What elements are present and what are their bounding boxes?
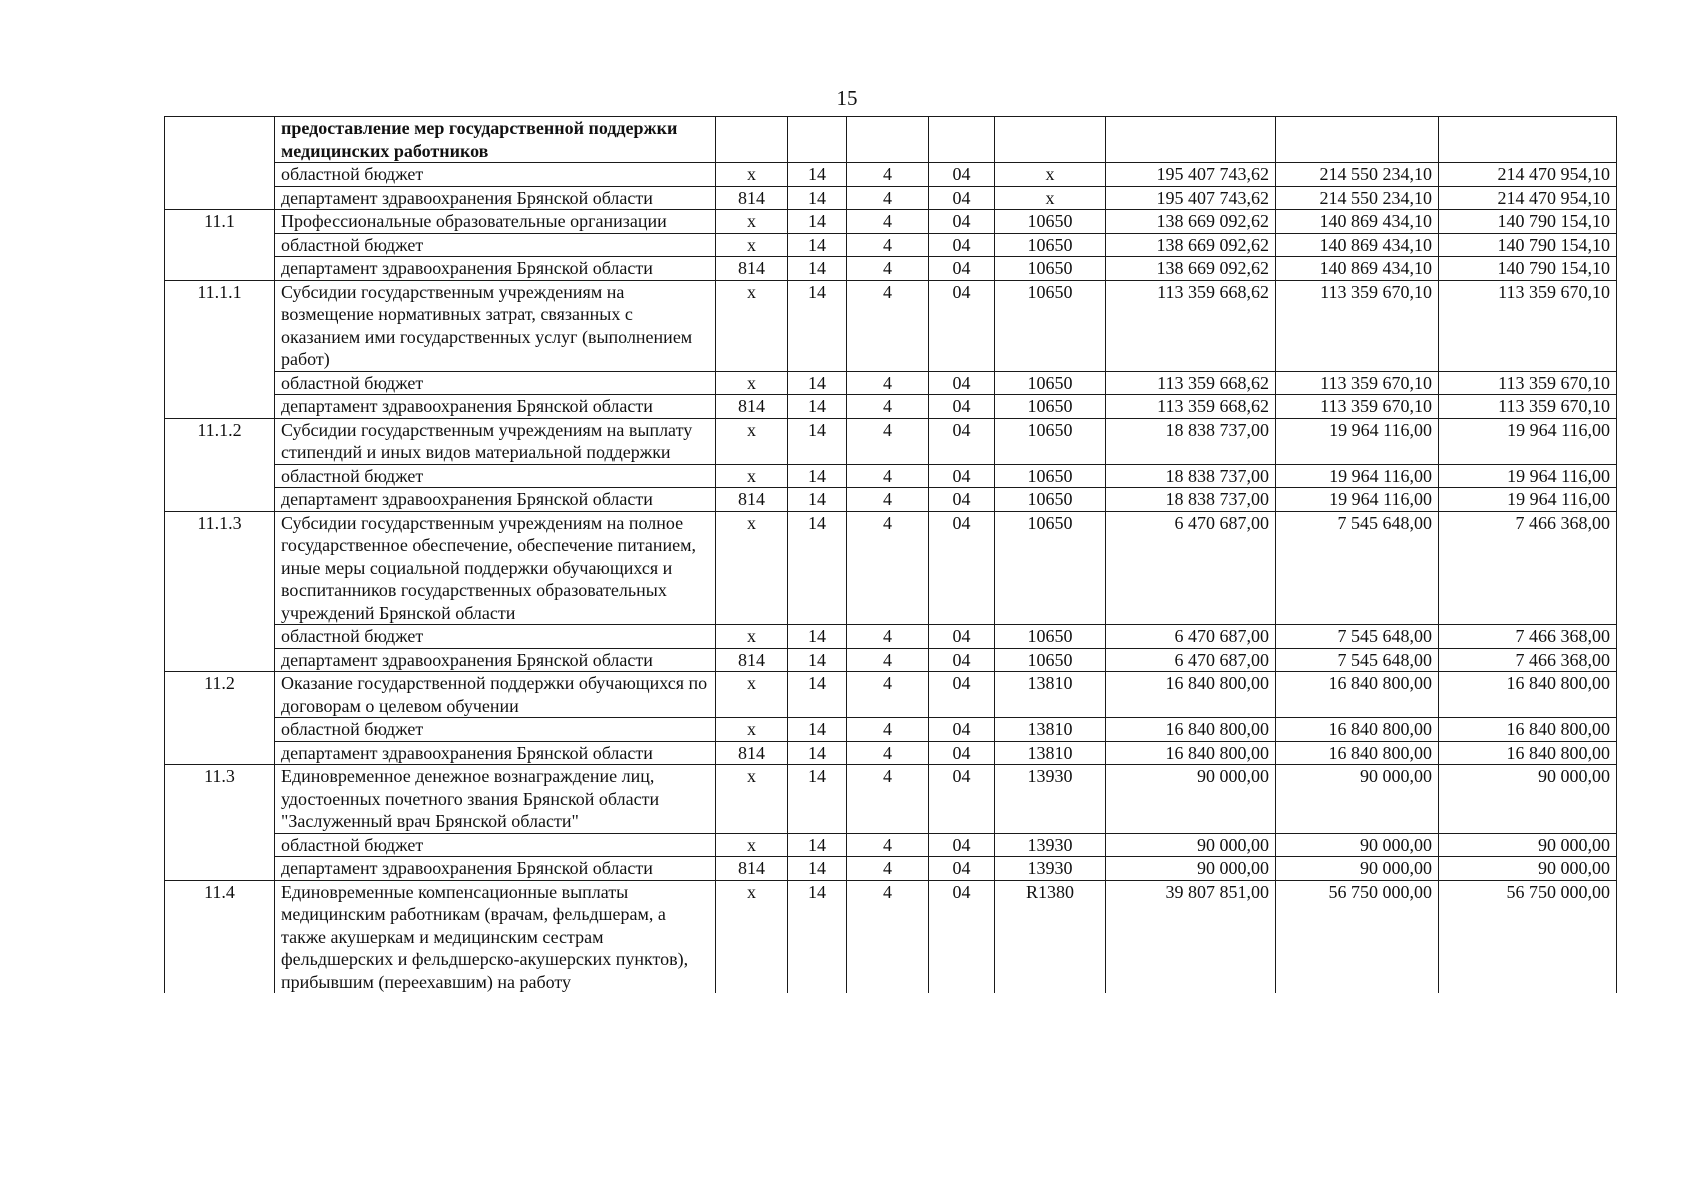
- row-name-cell: департамент здравоохранения Брянской области: [275, 488, 716, 512]
- program-code-cell: 14: [788, 718, 847, 742]
- subprogram-code-cell: 4: [847, 233, 929, 257]
- amount-year3-cell: 140 790 154,10: [1439, 233, 1617, 257]
- program-code-cell: 14: [788, 257, 847, 281]
- amount-year2-cell: 90 000,00: [1276, 857, 1439, 881]
- row-name-cell: департамент здравоохранения Брянской области: [275, 186, 716, 210]
- event-code-cell: 04: [929, 672, 995, 718]
- direction-code-cell: R1380: [995, 880, 1106, 993]
- subprogram-code-cell: 4: [847, 186, 929, 210]
- row-name-cell: Субсидии государственным учреждениям на возмещение нормативных затрат, связанных с оказанием ими государственных услуг (выполнением работ): [275, 280, 716, 371]
- budget-table: [164, 116, 1617, 993]
- grbs-code-cell: х: [716, 765, 788, 834]
- event-code-cell: 04: [929, 233, 995, 257]
- row-name-cell: областной бюджет: [275, 833, 716, 857]
- amount-year2-cell: 19 964 116,00: [1276, 464, 1439, 488]
- table-row: [165, 186, 1617, 210]
- row-name-cell: департамент здравоохранения Брянской области: [275, 741, 716, 765]
- row-number-cell: 11.4: [165, 880, 275, 993]
- subprogram-code-cell: 4: [847, 163, 929, 187]
- amount-year1-cell: 138 669 092,62: [1106, 233, 1276, 257]
- direction-code-cell: х: [995, 186, 1106, 210]
- amount-year3-cell: 140 790 154,10: [1439, 210, 1617, 234]
- amount-year3-cell: 214 470 954,10: [1439, 186, 1617, 210]
- table-row: [165, 257, 1617, 281]
- event-code-cell: 04: [929, 395, 995, 419]
- table-row: [165, 880, 1617, 993]
- table-row: [165, 741, 1617, 765]
- row-name-cell: областной бюджет: [275, 163, 716, 187]
- amount-year3-cell: 16 840 800,00: [1439, 718, 1617, 742]
- direction-code-cell: 10650: [995, 418, 1106, 464]
- grbs-code-cell: х: [716, 672, 788, 718]
- amount-year3-cell: 7 466 368,00: [1439, 648, 1617, 672]
- amount-year2-cell: 7 545 648,00: [1276, 625, 1439, 649]
- grbs-code-cell: 814: [716, 741, 788, 765]
- row-name-cell: департамент здравоохранения Брянской области: [275, 857, 716, 881]
- amount-year1-cell: 138 669 092,62: [1106, 257, 1276, 281]
- event-code-cell: 04: [929, 625, 995, 649]
- table-row: [165, 648, 1617, 672]
- table-row: [165, 280, 1617, 371]
- program-code-cell: 14: [788, 672, 847, 718]
- amount-year2-cell: 16 840 800,00: [1276, 741, 1439, 765]
- amount-year1-cell: 18 838 737,00: [1106, 488, 1276, 512]
- amount-year2-cell: 214 550 234,10: [1276, 163, 1439, 187]
- table-row: [165, 210, 1617, 234]
- row-number-cell: 11.1: [165, 210, 275, 281]
- amount-year2-cell: 19 964 116,00: [1276, 488, 1439, 512]
- grbs-code-cell: х: [716, 718, 788, 742]
- row-number-cell: 11.2: [165, 672, 275, 765]
- row-number-cell: 11.1.2: [165, 418, 275, 511]
- table-row: [165, 233, 1617, 257]
- amount-year2-cell: 16 840 800,00: [1276, 718, 1439, 742]
- amount-year3-cell: 113 359 670,10: [1439, 280, 1617, 371]
- amount-year1-cell: 18 838 737,00: [1106, 464, 1276, 488]
- direction-code-cell: 13810: [995, 672, 1106, 718]
- direction-code-cell: 13930: [995, 765, 1106, 834]
- amount-year1-cell: 6 470 687,00: [1106, 648, 1276, 672]
- grbs-code-cell: х: [716, 210, 788, 234]
- amount-year2-cell: 214 550 234,10: [1276, 186, 1439, 210]
- amount-year2-cell: 140 869 434,10: [1276, 257, 1439, 281]
- grbs-code-cell: 814: [716, 257, 788, 281]
- program-code-cell: 14: [788, 163, 847, 187]
- amount-year1-cell: 6 470 687,00: [1106, 625, 1276, 649]
- amount-year3-cell: 90 000,00: [1439, 857, 1617, 881]
- subprogram-code-cell: 4: [847, 488, 929, 512]
- amount-year3-cell: 19 964 116,00: [1439, 464, 1617, 488]
- grbs-code-cell: х: [716, 511, 788, 625]
- subprogram-code-cell: 4: [847, 210, 929, 234]
- grbs-code-cell: х: [716, 163, 788, 187]
- amount-year2-cell: 56 750 000,00: [1276, 880, 1439, 993]
- subprogram-code-cell: 4: [847, 511, 929, 625]
- event-code-cell: 04: [929, 833, 995, 857]
- event-code-cell: 04: [929, 765, 995, 834]
- direction-code-cell: 10650: [995, 625, 1106, 649]
- row-name-cell: Единовременные компенсационные выплаты медицинским работникам (врачам, фельдшерам, а также акушеркам и медицинским сестрам фельдшерских и фельдшерско-акушерских пунктов), прибывшим (переехавшим) на работу: [275, 880, 716, 993]
- grbs-code-cell: х: [716, 280, 788, 371]
- direction-code-cell: 10650: [995, 233, 1106, 257]
- program-code-cell: 14: [788, 857, 847, 881]
- amount-year2-cell: 90 000,00: [1276, 765, 1439, 834]
- amount-year1-cell: 113 359 668,62: [1106, 371, 1276, 395]
- event-code-cell: 04: [929, 371, 995, 395]
- subprogram-code-cell: 4: [847, 625, 929, 649]
- grbs-code-cell: х: [716, 464, 788, 488]
- amount-year3-cell: 7 466 368,00: [1439, 511, 1617, 625]
- amount-year1-cell: 6 470 687,00: [1106, 511, 1276, 625]
- subprogram-code-cell: 4: [847, 741, 929, 765]
- direction-code-cell: [995, 117, 1106, 163]
- amount-year1-cell: [1106, 117, 1276, 163]
- amount-year3-cell: 56 750 000,00: [1439, 880, 1617, 993]
- event-code-cell: 04: [929, 280, 995, 371]
- program-code-cell: 14: [788, 625, 847, 649]
- grbs-code-cell: х: [716, 371, 788, 395]
- subprogram-code-cell: [847, 117, 929, 163]
- subprogram-code-cell: 4: [847, 833, 929, 857]
- amount-year1-cell: 90 000,00: [1106, 833, 1276, 857]
- amount-year1-cell: 195 407 743,62: [1106, 163, 1276, 187]
- table-row: [165, 163, 1617, 187]
- amount-year2-cell: 140 869 434,10: [1276, 233, 1439, 257]
- subprogram-code-cell: 4: [847, 464, 929, 488]
- amount-year2-cell: 19 964 116,00: [1276, 418, 1439, 464]
- row-name-cell: областной бюджет: [275, 233, 716, 257]
- subprogram-code-cell: 4: [847, 395, 929, 419]
- row-name-cell: предоставление мер государственной поддержки медицинских работников: [275, 117, 716, 163]
- amount-year3-cell: 113 359 670,10: [1439, 371, 1617, 395]
- subprogram-code-cell: 4: [847, 648, 929, 672]
- grbs-code-cell: х: [716, 880, 788, 993]
- direction-code-cell: 13810: [995, 718, 1106, 742]
- amount-year3-cell: [1439, 117, 1617, 163]
- amount-year2-cell: 90 000,00: [1276, 833, 1439, 857]
- table-row: [165, 418, 1617, 464]
- program-code-cell: 14: [788, 280, 847, 371]
- event-code-cell: 04: [929, 718, 995, 742]
- table-row: [165, 488, 1617, 512]
- amount-year3-cell: 90 000,00: [1439, 833, 1617, 857]
- amount-year3-cell: 19 964 116,00: [1439, 418, 1617, 464]
- budget-table-body: [165, 117, 1617, 994]
- grbs-code-cell: х: [716, 418, 788, 464]
- subprogram-code-cell: 4: [847, 418, 929, 464]
- amount-year1-cell: 195 407 743,62: [1106, 186, 1276, 210]
- event-code-cell: 04: [929, 648, 995, 672]
- direction-code-cell: 10650: [995, 210, 1106, 234]
- amount-year3-cell: 7 466 368,00: [1439, 625, 1617, 649]
- amount-year1-cell: 16 840 800,00: [1106, 741, 1276, 765]
- subprogram-code-cell: 4: [847, 718, 929, 742]
- row-number-cell: 11.3: [165, 765, 275, 881]
- amount-year2-cell: 113 359 670,10: [1276, 395, 1439, 419]
- row-name-cell: Субсидии государственным учреждениям на выплату стипендий и иных видов материальной поддержки: [275, 418, 716, 464]
- table-row: [165, 464, 1617, 488]
- amount-year3-cell: 214 470 954,10: [1439, 163, 1617, 187]
- program-code-cell: 14: [788, 233, 847, 257]
- grbs-code-cell: 814: [716, 395, 788, 419]
- grbs-code-cell: 814: [716, 857, 788, 881]
- program-code-cell: 14: [788, 833, 847, 857]
- amount-year1-cell: 113 359 668,62: [1106, 280, 1276, 371]
- table-row: [165, 625, 1617, 649]
- program-code-cell: [788, 117, 847, 163]
- event-code-cell: 04: [929, 210, 995, 234]
- event-code-cell: 04: [929, 511, 995, 625]
- row-name-cell: областной бюджет: [275, 718, 716, 742]
- amount-year3-cell: 16 840 800,00: [1439, 741, 1617, 765]
- amount-year1-cell: 18 838 737,00: [1106, 418, 1276, 464]
- amount-year2-cell: 7 545 648,00: [1276, 648, 1439, 672]
- table-row: [165, 672, 1617, 718]
- amount-year3-cell: 113 359 670,10: [1439, 395, 1617, 419]
- program-code-cell: 14: [788, 511, 847, 625]
- subprogram-code-cell: 4: [847, 280, 929, 371]
- direction-code-cell: 10650: [995, 511, 1106, 625]
- row-name-cell: Единовременное денежное вознаграждение лиц, удостоенных почетного звания Брянской области "Заслуженный врач Брянской области": [275, 765, 716, 834]
- amount-year1-cell: 39 807 851,00: [1106, 880, 1276, 993]
- amount-year2-cell: 16 840 800,00: [1276, 672, 1439, 718]
- amount-year2-cell: 113 359 670,10: [1276, 371, 1439, 395]
- event-code-cell: 04: [929, 488, 995, 512]
- direction-code-cell: 13930: [995, 857, 1106, 881]
- table-row: [165, 833, 1617, 857]
- direction-code-cell: х: [995, 163, 1106, 187]
- subprogram-code-cell: 4: [847, 765, 929, 834]
- amount-year1-cell: 138 669 092,62: [1106, 210, 1276, 234]
- row-name-cell: Профессиональные образовательные организации: [275, 210, 716, 234]
- row-number-cell: 11.1.1: [165, 280, 275, 418]
- amount-year2-cell: 140 869 434,10: [1276, 210, 1439, 234]
- program-code-cell: 14: [788, 880, 847, 993]
- grbs-code-cell: [716, 117, 788, 163]
- row-name-cell: областной бюджет: [275, 371, 716, 395]
- direction-code-cell: 10650: [995, 488, 1106, 512]
- program-code-cell: 14: [788, 765, 847, 834]
- direction-code-cell: 10650: [995, 464, 1106, 488]
- table-row: [165, 371, 1617, 395]
- program-code-cell: 14: [788, 741, 847, 765]
- program-code-cell: 14: [788, 186, 847, 210]
- direction-code-cell: 10650: [995, 280, 1106, 371]
- grbs-code-cell: х: [716, 625, 788, 649]
- row-number-cell: 11.1.3: [165, 511, 275, 672]
- page-number: 15: [836, 86, 858, 110]
- grbs-code-cell: 814: [716, 648, 788, 672]
- table-row: [165, 857, 1617, 881]
- event-code-cell: 04: [929, 464, 995, 488]
- direction-code-cell: 10650: [995, 257, 1106, 281]
- amount-year1-cell: 90 000,00: [1106, 857, 1276, 881]
- subprogram-code-cell: 4: [847, 880, 929, 993]
- program-code-cell: 14: [788, 464, 847, 488]
- row-name-cell: областной бюджет: [275, 625, 716, 649]
- program-code-cell: 14: [788, 210, 847, 234]
- grbs-code-cell: 814: [716, 488, 788, 512]
- event-code-cell: 04: [929, 418, 995, 464]
- amount-year2-cell: [1276, 117, 1439, 163]
- program-code-cell: 14: [788, 488, 847, 512]
- row-name-cell: Субсидии государственным учреждениям на полное государственное обеспечение, обеспечение питанием, иные меры социальной поддержки обучающихся и воспитанников государственных образовательных учреждений Брянской области: [275, 511, 716, 625]
- table-row: [165, 117, 1617, 163]
- row-name-cell: департамент здравоохранения Брянской области: [275, 395, 716, 419]
- table-row: [165, 718, 1617, 742]
- direction-code-cell: 10650: [995, 395, 1106, 419]
- grbs-code-cell: х: [716, 833, 788, 857]
- subprogram-code-cell: 4: [847, 257, 929, 281]
- row-name-cell: департамент здравоохранения Брянской области: [275, 257, 716, 281]
- direction-code-cell: 10650: [995, 648, 1106, 672]
- program-code-cell: 14: [788, 648, 847, 672]
- amount-year2-cell: 7 545 648,00: [1276, 511, 1439, 625]
- grbs-code-cell: х: [716, 233, 788, 257]
- amount-year1-cell: 90 000,00: [1106, 765, 1276, 834]
- row-name-cell: областной бюджет: [275, 464, 716, 488]
- amount-year3-cell: 19 964 116,00: [1439, 488, 1617, 512]
- event-code-cell: 04: [929, 857, 995, 881]
- direction-code-cell: 10650: [995, 371, 1106, 395]
- direction-code-cell: 13810: [995, 741, 1106, 765]
- amount-year1-cell: 16 840 800,00: [1106, 672, 1276, 718]
- amount-year3-cell: 16 840 800,00: [1439, 672, 1617, 718]
- table-row: [165, 765, 1617, 834]
- event-code-cell: 04: [929, 880, 995, 993]
- event-code-cell: 04: [929, 257, 995, 281]
- program-code-cell: 14: [788, 395, 847, 419]
- direction-code-cell: 13930: [995, 833, 1106, 857]
- subprogram-code-cell: 4: [847, 672, 929, 718]
- amount-year3-cell: 140 790 154,10: [1439, 257, 1617, 281]
- event-code-cell: 04: [929, 163, 995, 187]
- amount-year1-cell: 113 359 668,62: [1106, 395, 1276, 419]
- table-row: [165, 395, 1617, 419]
- row-number-cell: [165, 117, 275, 210]
- table-row: [165, 511, 1617, 625]
- amount-year3-cell: 90 000,00: [1439, 765, 1617, 834]
- program-code-cell: 14: [788, 418, 847, 464]
- event-code-cell: 04: [929, 186, 995, 210]
- subprogram-code-cell: 4: [847, 857, 929, 881]
- subprogram-code-cell: 4: [847, 371, 929, 395]
- row-name-cell: Оказание государственной поддержки обучающихся по договорам о целевом обучении: [275, 672, 716, 718]
- event-code-cell: 04: [929, 741, 995, 765]
- grbs-code-cell: 814: [716, 186, 788, 210]
- program-code-cell: 14: [788, 371, 847, 395]
- row-name-cell: департамент здравоохранения Брянской области: [275, 648, 716, 672]
- amount-year2-cell: 113 359 670,10: [1276, 280, 1439, 371]
- amount-year1-cell: 16 840 800,00: [1106, 718, 1276, 742]
- event-code-cell: [929, 117, 995, 163]
